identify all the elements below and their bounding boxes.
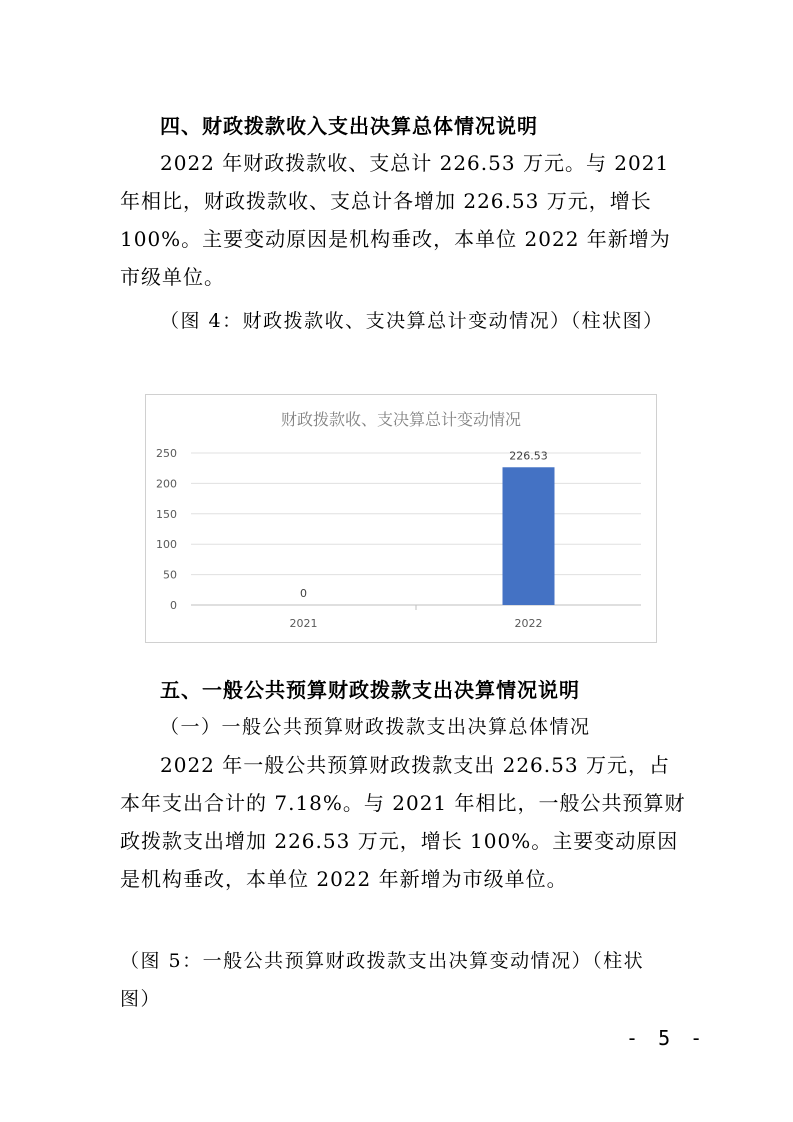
y-tick-label: 200 <box>156 477 177 491</box>
figure-5-caption-line1: （图 5：一般公共预算财政拨款支出决算变动情况）（柱状 <box>120 950 645 972</box>
y-tick-label: 0 <box>170 599 177 612</box>
section-5-subheading: （一）一般公共预算财政拨款支出决算总体情况 <box>160 716 591 738</box>
bar-chart <box>146 395 656 642</box>
figure-5-caption-line2: 图） <box>120 988 162 1010</box>
y-tick-label: 50 <box>163 568 177 582</box>
data-label-2022: 226.53 <box>509 449 548 463</box>
bars <box>503 467 555 605</box>
bar-2022 <box>503 467 555 605</box>
x-tick-label: 2022 <box>514 617 543 630</box>
gridlines <box>191 453 641 605</box>
y-axis <box>156 447 177 612</box>
x-tick-label: 2021 <box>289 617 318 630</box>
section-4-heading: 四、财政拨款收入支出决算总体情况说明 <box>160 114 538 138</box>
data-label-2021: 0 <box>300 587 307 600</box>
x-axis <box>290 605 543 630</box>
section-5-heading: 五、一般公共预算财政拨款支出决算情况说明 <box>160 678 580 702</box>
figure-4-chart <box>145 394 657 643</box>
chart-title: 财政拨款收、支决算总计变动情况 <box>280 410 522 429</box>
section-4-paragraph: 2022 年财政拨款收、支总计 226.53 万元。与 2021 年相比，财政拨款收、支总计各增加 226.53 万元，增长 100%。主要变动原因是机构垂改，本单位 2022 年新增为市级单位。 <box>120 151 671 289</box>
figure-4-caption: （图 4：财政拨款收、支决算总计变动情况）（柱状图） <box>160 310 664 332</box>
y-tick-label: 250 <box>156 447 177 460</box>
page-number: - 5 - <box>626 1026 707 1050</box>
y-tick-label: 100 <box>156 538 177 552</box>
section-5-paragraph: 2022 年一般公共预算财政拨款支出 226.53 万元，占本年支出合计的 7.18%。与 2021 年相比，一般公共预算财政拨款支出增加 226.53 万元，增长 100%。主要变动原因是机构垂改，本单位 2022 年新增为市级单位。 <box>120 753 686 891</box>
y-tick-label: 150 <box>156 507 177 521</box>
